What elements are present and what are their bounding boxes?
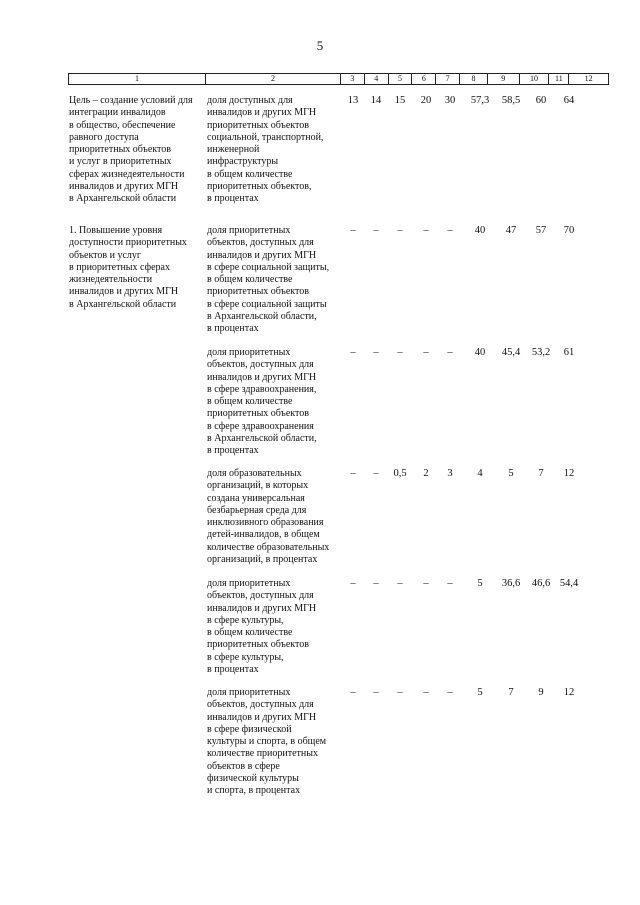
goal-cell xyxy=(69,225,207,311)
value-cell: – xyxy=(423,578,429,589)
goal-line: объектов и услуг xyxy=(69,249,142,261)
value-cell: 5 xyxy=(477,687,483,698)
value-cell: 61 xyxy=(563,347,575,358)
indicator-line: физической культуры xyxy=(207,773,299,785)
goal-line: доступности приоритетных xyxy=(69,237,187,249)
header-col-2: 2 xyxy=(205,74,340,84)
indicator-line: количестве образовательных xyxy=(207,541,330,553)
indicator-line: в сфере социальной защиты xyxy=(207,298,327,310)
value-cell: – xyxy=(350,468,356,479)
header-col-8: 8 xyxy=(459,74,487,84)
value-cell: 5 xyxy=(477,578,483,589)
goal-line: равного доступа xyxy=(69,131,139,143)
value-cell: – xyxy=(423,687,429,698)
value-cell: 47 xyxy=(505,225,517,236)
indicator-line: объектов в сфере xyxy=(207,760,280,772)
table-header xyxy=(68,73,609,85)
value-cell: 57 xyxy=(535,225,547,236)
value-cell: – xyxy=(350,578,356,589)
value-cell: – xyxy=(350,687,356,698)
value-cell: – xyxy=(447,225,453,236)
goal-line: 1. Повышение уровня xyxy=(69,225,163,236)
indicator-line: доля доступных для xyxy=(207,95,293,106)
indicator-line: организаций, в которых xyxy=(207,480,309,492)
value-cell: – xyxy=(373,225,379,236)
value-cell: 30 xyxy=(444,95,456,106)
indicator-line: в процентах xyxy=(207,323,259,335)
indicator-line: инвалидов и других МГН xyxy=(207,107,317,119)
indicator-line: в сфере здравоохранения xyxy=(207,420,314,432)
goal-cell xyxy=(69,95,207,206)
goal-line: приоритетных объектов xyxy=(69,144,171,156)
indicator-line: доля приоритетных xyxy=(207,225,291,236)
indicator-line: объектов, доступных для xyxy=(207,699,314,711)
indicator-line: доля приоритетных xyxy=(207,687,291,698)
page-number: 5 xyxy=(316,38,324,53)
value-cell: 14 xyxy=(370,95,382,106)
value-cell: – xyxy=(423,225,429,236)
indicator-line: в процентах xyxy=(207,664,259,676)
indicator-line: в общем количестве xyxy=(207,627,293,639)
value-cell: – xyxy=(423,347,429,358)
header-col-12: 12 xyxy=(568,74,608,84)
indicator-line: создана универсальная xyxy=(207,492,305,504)
indicator-line: инвалидов и других МГН xyxy=(207,371,317,383)
value-cell: – xyxy=(397,225,403,236)
value-cell: 46,6 xyxy=(531,578,551,589)
header-col-5: 5 xyxy=(388,74,412,84)
value-cell: 7 xyxy=(508,687,514,698)
value-cell: 70 xyxy=(563,225,575,236)
indicator-line: в процентах xyxy=(207,445,259,457)
indicator-line: в сфере здравоохранения, xyxy=(207,383,317,395)
indicator-line: в сфере социальной защиты, xyxy=(207,261,330,273)
indicator-cell xyxy=(207,687,347,798)
header-col-7: 7 xyxy=(435,74,459,84)
goal-line: в приоритетных сферах xyxy=(69,261,170,273)
header-col-11: 11 xyxy=(548,74,568,84)
indicator-cell xyxy=(207,347,347,458)
value-cell: 2 xyxy=(423,468,429,479)
value-cell: 64 xyxy=(563,95,575,106)
value-cell: – xyxy=(397,347,403,358)
value-cell: 57,3 xyxy=(470,95,490,106)
indicator-line: социальной, транспортной, xyxy=(207,131,324,143)
value-cell: – xyxy=(397,687,403,698)
goal-line: Цель – создание условий для xyxy=(69,95,193,106)
value-cell: – xyxy=(373,687,379,698)
header-col-10: 10 xyxy=(519,74,549,84)
indicator-line: объектов, доступных для xyxy=(207,237,314,249)
value-cell: 60 xyxy=(535,95,547,106)
value-cell: – xyxy=(350,347,356,358)
header-col-4: 4 xyxy=(364,74,388,84)
value-cell: 40 xyxy=(474,347,486,358)
goal-line: в Архангельской области xyxy=(69,193,177,205)
goal-line: инвалидов и других МГН xyxy=(69,286,179,298)
goal-line: в общество, обеспечение xyxy=(69,119,176,131)
indicator-line: в общем количестве xyxy=(207,274,293,286)
indicator-line: культуры и спорта, в общем xyxy=(207,736,327,748)
value-cell: – xyxy=(447,578,453,589)
value-cell: 53,2 xyxy=(531,347,551,358)
indicator-line: количестве приоритетных xyxy=(207,748,318,760)
value-cell: 7 xyxy=(538,468,544,479)
value-cell: – xyxy=(397,578,403,589)
goal-line: интеграции инвалидов xyxy=(69,107,166,119)
indicator-line: в Архангельской области, xyxy=(207,433,317,445)
value-cell: 12 xyxy=(563,687,575,698)
indicator-line: безбарьерная среда для xyxy=(207,504,307,516)
value-cell: – xyxy=(350,225,356,236)
goal-line: в Архангельской области xyxy=(69,298,177,310)
value-cell: 36,6 xyxy=(501,578,521,589)
indicator-line: приоритетных объектов, xyxy=(207,181,312,193)
indicator-line: приоритетных объектов xyxy=(207,119,309,131)
indicator-line: доля образовательных xyxy=(207,468,302,479)
indicator-cell xyxy=(207,225,347,336)
indicator-line: в сфере культуры, xyxy=(207,614,284,626)
indicator-line: приоритетных объектов xyxy=(207,639,309,651)
indicator-line: доля приоритетных xyxy=(207,347,291,358)
header-col-1: 1 xyxy=(134,74,139,83)
value-cell: 9 xyxy=(538,687,544,698)
indicator-line: в общем количестве xyxy=(207,396,293,408)
header-col-3: 3 xyxy=(340,74,364,84)
indicator-cell xyxy=(207,468,347,566)
indicator-line: приоритетных объектов xyxy=(207,408,309,420)
goal-line: инвалидов и других МГН xyxy=(69,181,179,193)
value-cell: 3 xyxy=(447,468,453,479)
indicator-line: приоритетных объектов xyxy=(207,286,309,298)
value-cell: – xyxy=(447,347,453,358)
indicator-line: в общем количестве xyxy=(207,168,293,180)
indicator-line: в сфере культуры, xyxy=(207,651,284,663)
indicator-line: организаций, в процентах xyxy=(207,554,318,566)
indicator-line: в сфере физической xyxy=(207,723,292,735)
indicator-line: объектов, доступных для xyxy=(207,590,314,602)
indicator-line: инфраструктуры xyxy=(207,156,279,168)
value-cell: 0,5 xyxy=(393,468,407,479)
indicator-line: объектов, доступных для xyxy=(207,359,314,371)
indicator-line: доля приоритетных xyxy=(207,578,291,589)
goal-line: и услуг в приоритетных xyxy=(69,156,172,168)
indicator-cell xyxy=(207,95,347,206)
value-cell: – xyxy=(447,687,453,698)
value-cell: – xyxy=(373,578,379,589)
indicator-line: инвалидов и других МГН xyxy=(207,602,317,614)
header-col-9: 9 xyxy=(487,74,519,84)
value-cell: – xyxy=(373,347,379,358)
indicator-line: детей-инвалидов, в общем xyxy=(207,529,320,541)
indicator-line: в процентах xyxy=(207,193,259,205)
indicator-line: и спорта, в процентах xyxy=(207,785,301,797)
header-col-6: 6 xyxy=(411,74,435,84)
indicator-line: в Архангельской области, xyxy=(207,311,317,323)
value-cell: 54,4 xyxy=(559,578,579,589)
goal-line: сферах жизнедеятельности xyxy=(69,168,185,180)
indicator-cell xyxy=(207,578,347,676)
value-cell: 4 xyxy=(477,468,483,479)
indicator-line: инвалидов и других МГН xyxy=(207,249,317,261)
indicator-line: инклюзивного образования xyxy=(207,517,324,529)
value-cell: 40 xyxy=(474,225,486,236)
value-cell: 20 xyxy=(420,95,432,106)
value-cell: 15 xyxy=(394,95,406,106)
value-cell: – xyxy=(373,468,379,479)
value-cell: 13 xyxy=(347,95,359,106)
value-cell: 5 xyxy=(508,468,514,479)
indicator-line: инженерной xyxy=(207,144,260,156)
value-cell: 58,5 xyxy=(501,95,521,106)
value-cell: 12 xyxy=(563,468,575,479)
goal-line: жизнедеятельности xyxy=(69,274,153,286)
value-cell: 45,4 xyxy=(501,347,521,358)
indicator-line: инвалидов и других МГН xyxy=(207,711,317,723)
